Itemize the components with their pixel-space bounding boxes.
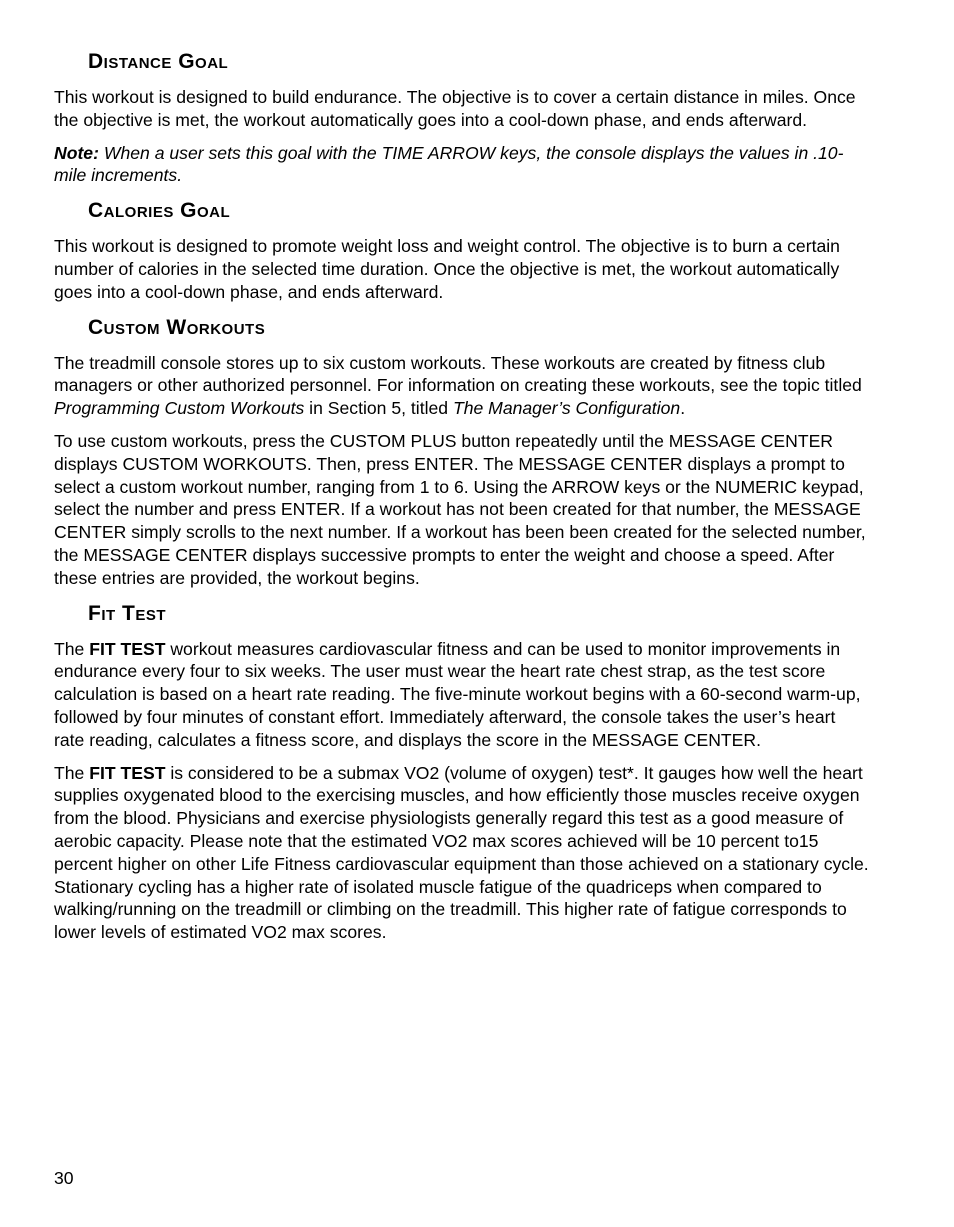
fit-text-b: workout measures cardiovascular fitness and can be used to monitor improvements in endurance every four to six weeks. The user must wear the heart rate chest strap, as the test score calculation is based on a heart rate reading. The five-minute workout begins with a 60-second warm-up, followed by four minutes of constant effort. Immediately afterward, the console takes the user’s heart rate reading, calculates a fitness score, and displays the score in the MESSAGE CENTER. [54,638,861,750]
custom-text-c: . [680,398,686,419]
custom-reference-manager-config: The Manager’s Configuration [452,398,681,419]
fit2-text-a: The [54,762,90,783]
custom-text-b: in Section 5, titled [304,398,453,419]
fit-text-a: The [54,638,90,659]
fit-test-heading: Fit Test [88,601,166,625]
custom-reference-programming: Programming Custom Workouts [54,398,305,419]
fit-test-paragraph-2 [54,762,870,944]
custom-workouts-paragraph-2: To use custom workouts, press the CUSTOM PLUS button repeatedly until the MESSAGE CENTER displays CUSTOM WORKOUTS. Then, press ENTER. The MESSAGE CENTER displays a prompt to select a custom workout number, ranging from 1 to 6. Using the ARROW keys or the NUMERIC keypad, select the number and press ENTER. If a workout has not been created for that number, the MESSAGE CENTER simply scrolls to the next number. If a workout has been been created for the selected number, the MESSAGE CENTER displays successive prompts to enter the weight and choose a speed. After these entries are provided, the workout begins. [54,430,866,588]
custom-workouts-heading: Custom Workouts [88,315,266,339]
note-label: Note: [54,142,99,163]
fit2-text-b: is considered to be a submax VO2 (volume of oxygen) test*. It gauges how well the heart supplies oxygenated blood to the exercising muscles, and how efficiently those muscles receive oxygen from the blood. Physicians and exercise physiologists generally regard this test as a good measure of aerobic capacity. Please note that the estimated VO2 max scores achieved will be 10 percent to15 percent higher on other Life Fitness cardiovascular equipment than those achieved on a stationary cycle. Stationary cycling has a higher rate of isolated muscle fatigue of the quadriceps when compared to walking/running on the treadmill or climbing on the treadmill. This higher rate of fatigue corresponds to lower levels of estimated VO2 max scores. [54,762,869,943]
note-text: When a user sets this goal with the TIME ARROW keys, the console displays the values in .10-mile increments. [54,142,844,186]
custom-workouts-paragraph-1 [54,352,870,420]
fit-test-term: FIT TEST [89,638,166,659]
manual-page [54,48,870,954]
page-number: 30 [54,1168,74,1188]
custom-text-a: The treadmill console stores up to six custom workouts. These workouts are created by fitness club managers or other authorized personnel. For information on creating these workouts, see the topic titled [54,352,862,396]
distance-goal-note [54,142,870,188]
distance-goal-heading: Distance Goal [88,50,229,73]
calories-goal-heading: Calories Goal [88,199,231,223]
fit-test-term-2: FIT TEST [89,762,166,783]
fit-test-paragraph-1 [54,638,870,752]
distance-goal-paragraph: This workout is designed to build endurance. The objective is to cover a certain distance in miles. Once the objective is met, the workout automatically goes into a cool-down phase, and ends afterward. [54,87,856,130]
calories-goal-paragraph: This workout is designed to promote weight loss and weight control. The objective is to burn a certain number of calories in the selected time duration. Once the objective is met, the workout automatically goes into a cool-down phase, and ends afterward. [54,236,840,302]
